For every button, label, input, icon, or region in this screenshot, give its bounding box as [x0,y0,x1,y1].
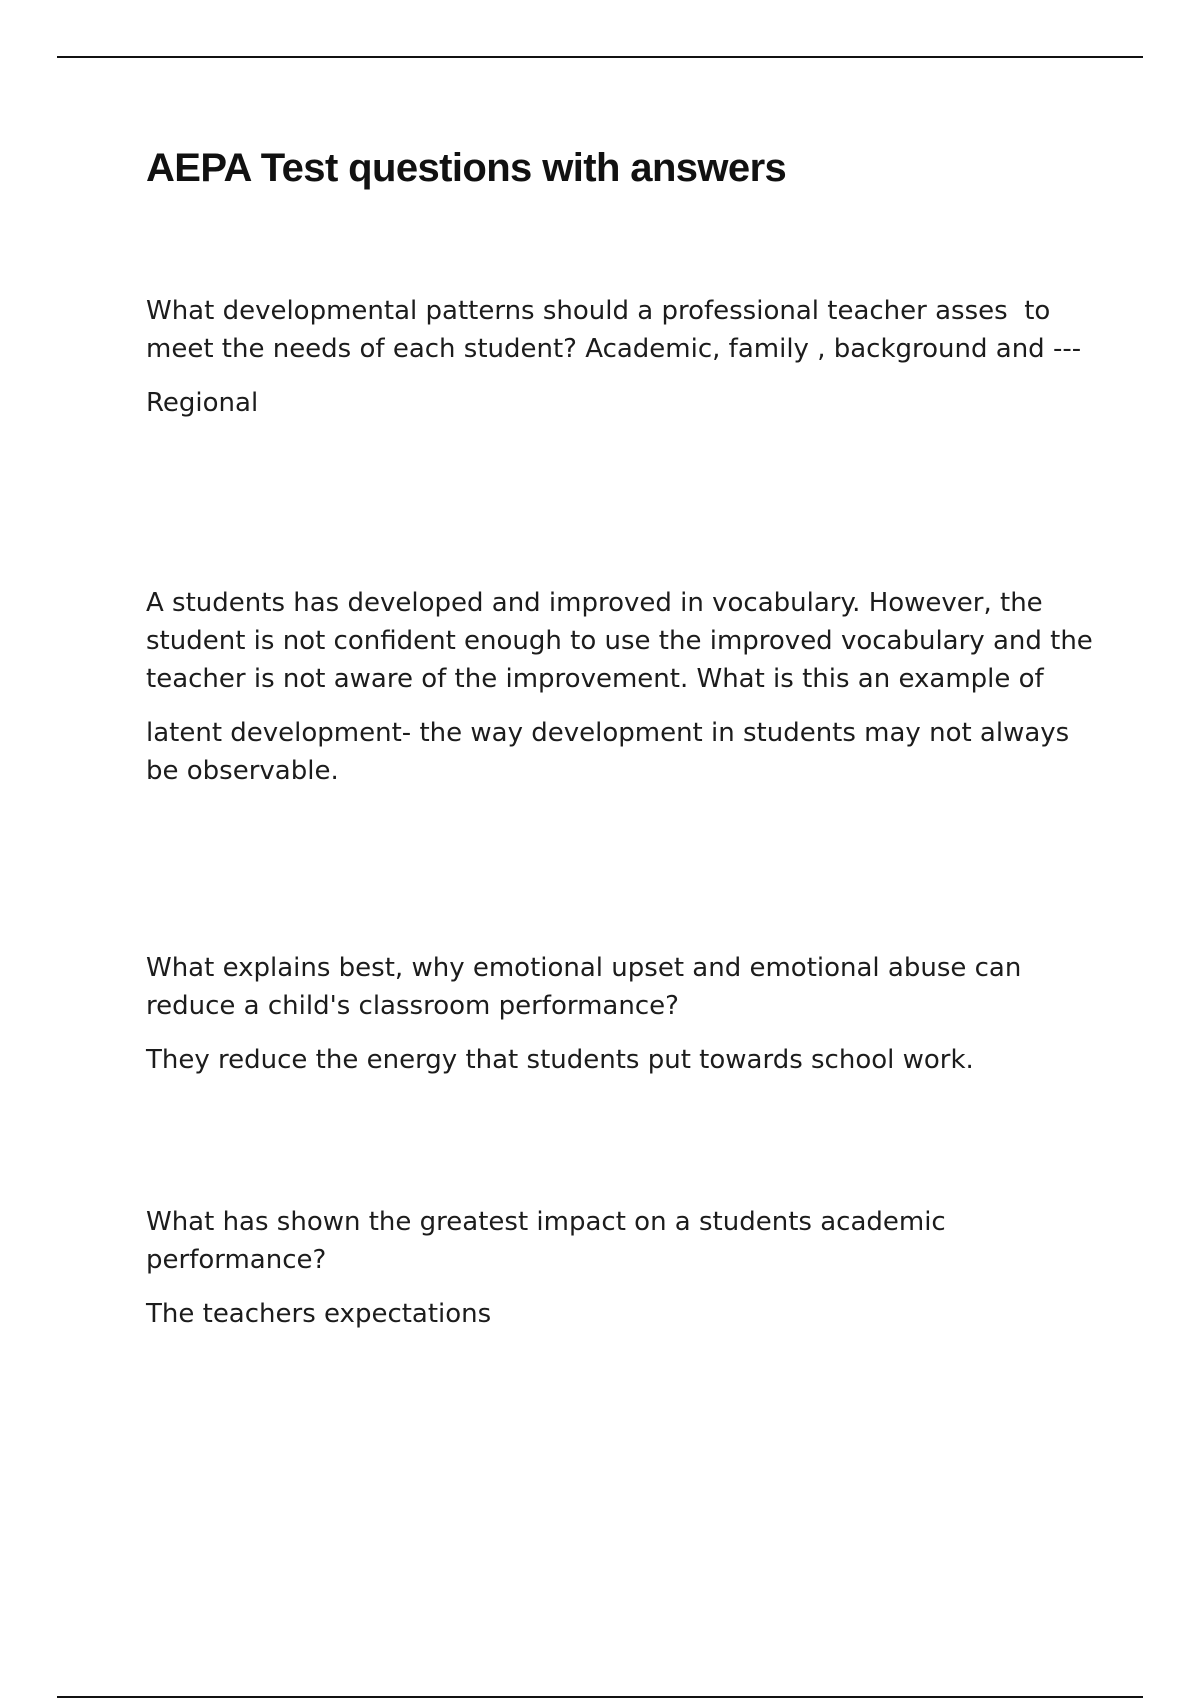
question-text: What explains best, why emotional upset and emotional abuse can reduce a child's classroom performance? [146,953,1022,1021]
answer-text: latent development- the way development in students may not always be observable. [146,718,1070,786]
qa-item-3 [146,949,1096,1079]
qa-item-4 [146,1203,1096,1333]
answer-text: Regional [146,388,259,418]
answer-text: The teachers expectations [146,1299,492,1329]
bottom-divider [57,1696,1143,1698]
question-text: What has shown the greatest impact on a students academic performance? [146,1207,946,1275]
qa-item-2 [146,584,1096,790]
qa-item-1 [146,292,1096,422]
question-text: What developmental patterns should a professional teacher asses to meet the needs of each student? Academic, family , background and --- [146,296,1082,364]
answer-text: They reduce the energy that students put towards school work. [146,1045,974,1075]
document-title: AEPA Test questions with answers [146,146,787,190]
top-divider [57,56,1143,58]
question-text: A students has developed and improved in vocabulary. However, the student is not confident enough to use the improved vocabulary and the teacher is not aware of the improvement. What is this an example of [146,588,1093,694]
